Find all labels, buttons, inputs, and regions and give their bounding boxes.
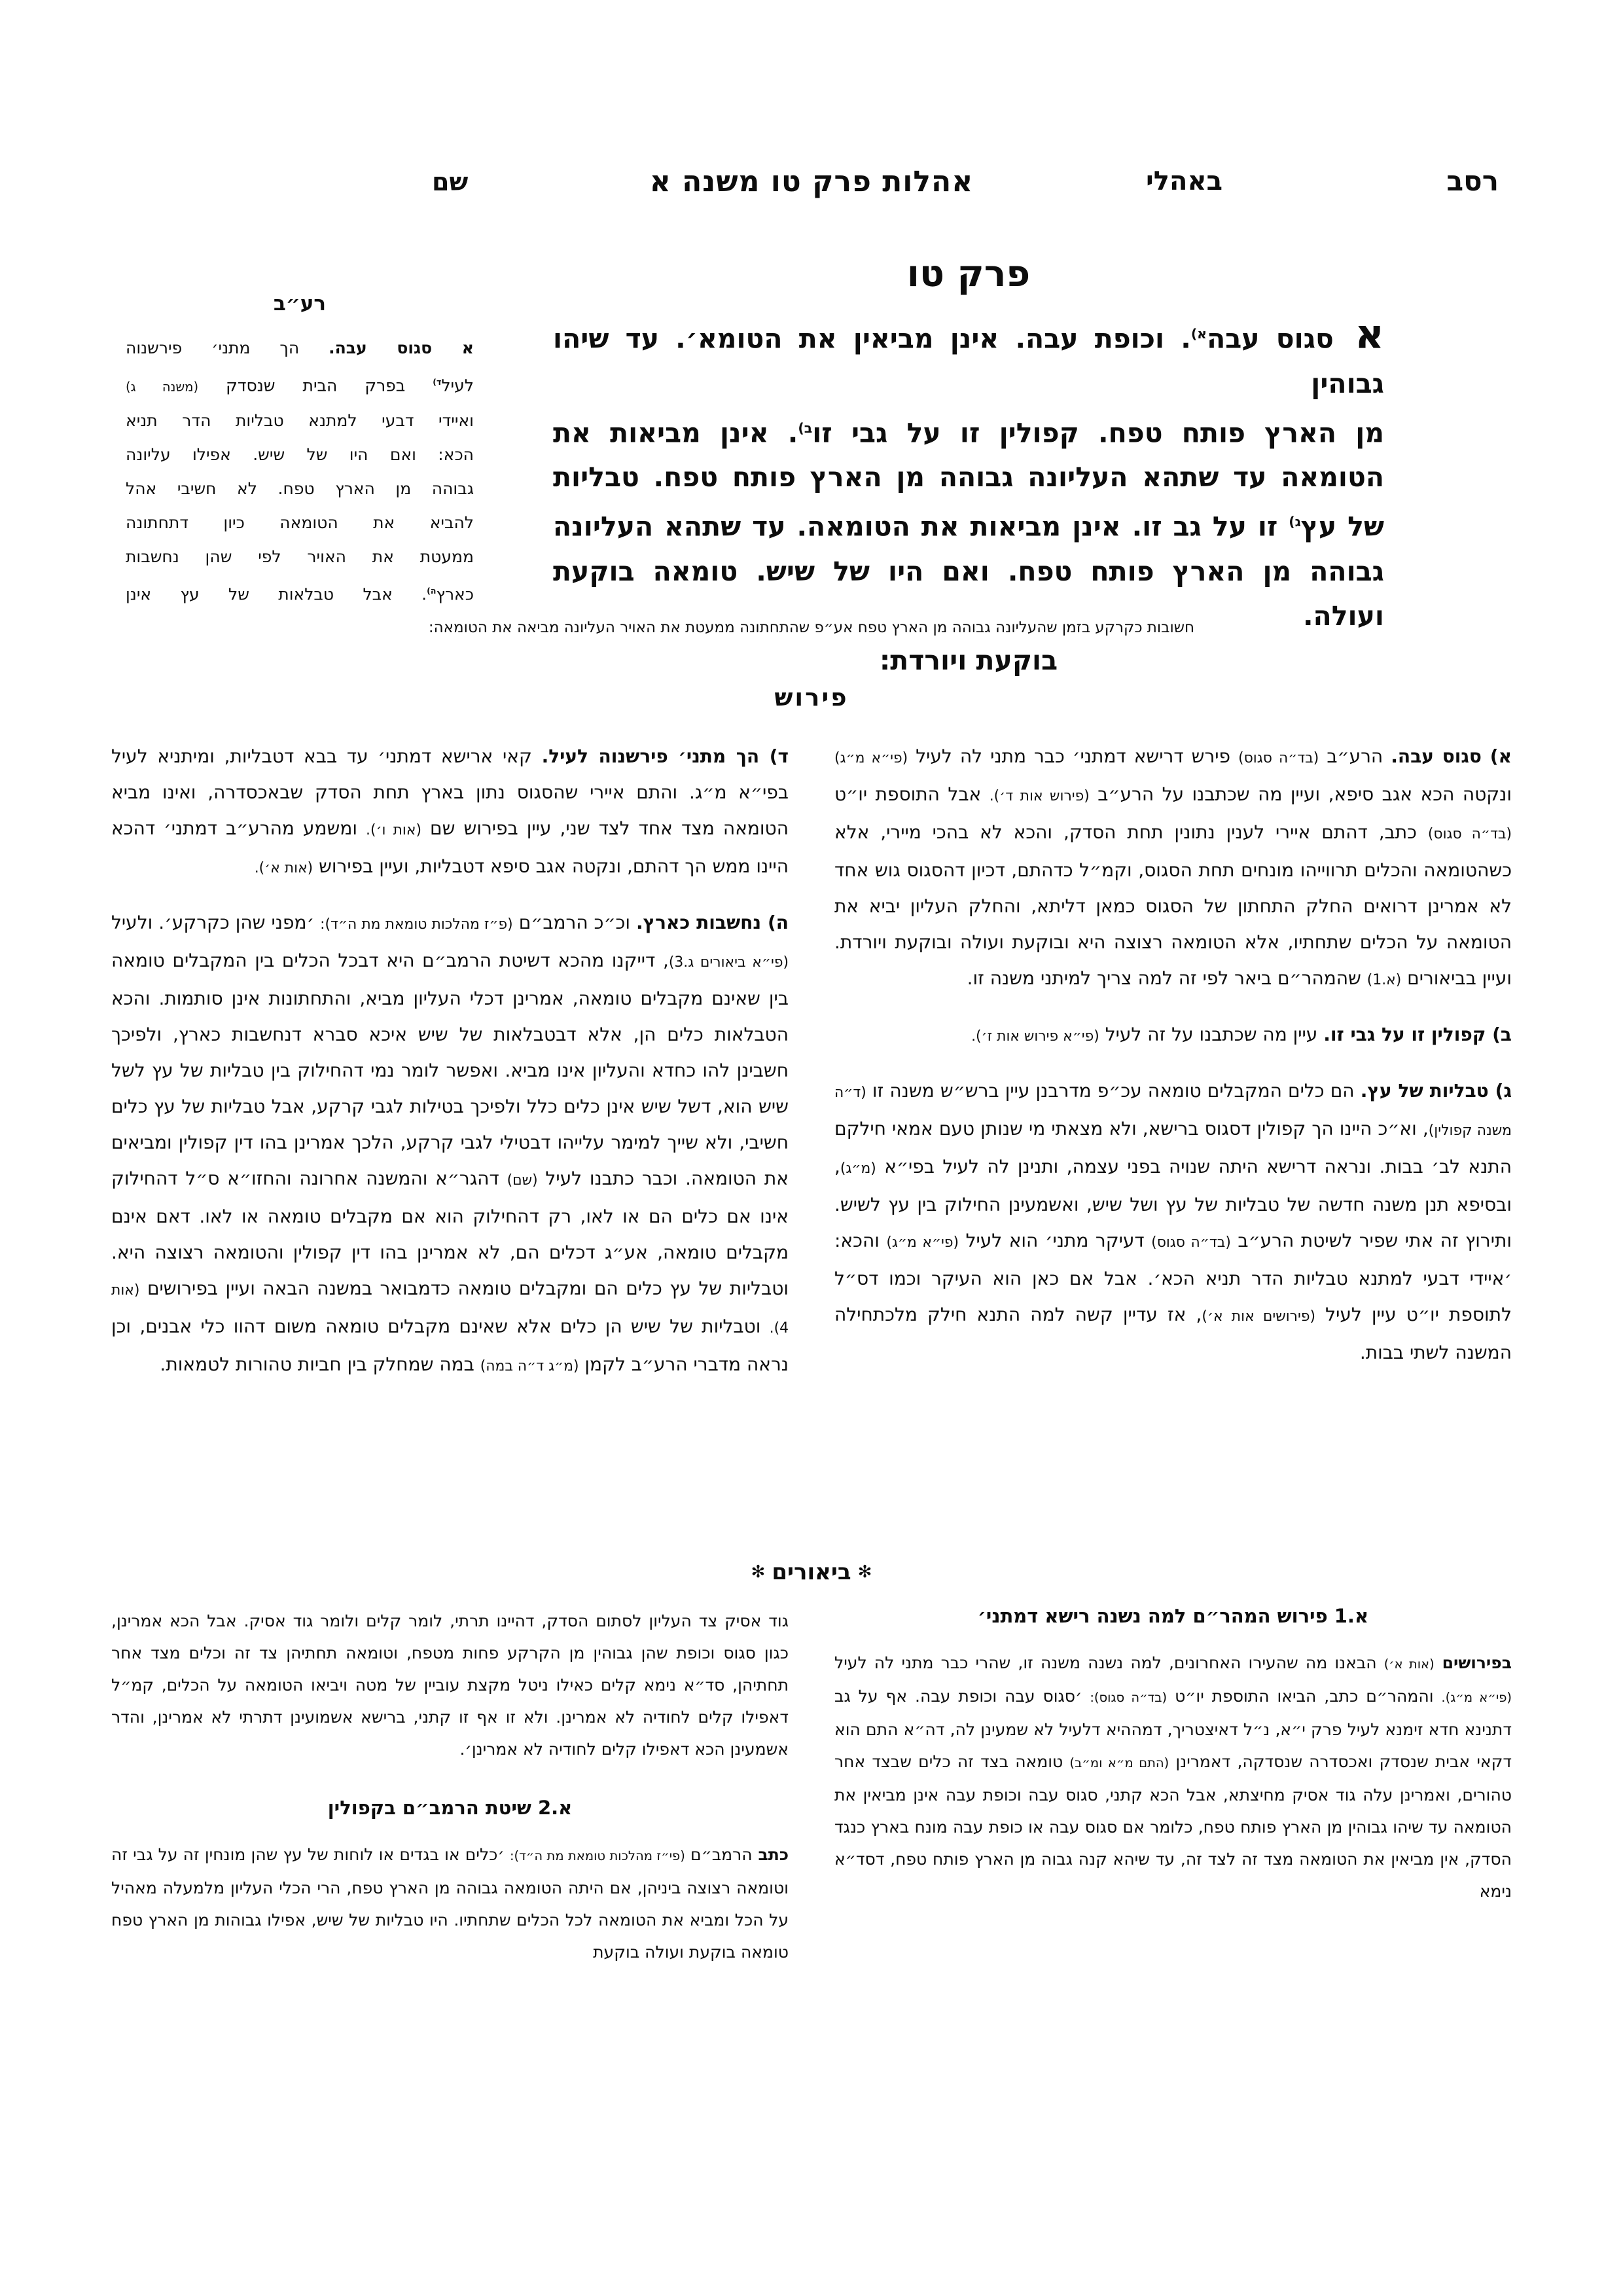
pirush-item-alef: א) סגוס עבה. הרע״ב (בד״ה סגוס) פירש דרישא דמתני׳ כבר מתני לה לעיל (פי״א מ״ג) ונקטה הכא אגב סיפא, ועיין מה שכתבנו על הרע״ב (פירוש אות ד׳). אבל התוספת יו״ט (בד״ה סגוס) כתב, דהתם איירי לענין נתונין תחת הסדק, והכא לא בהכי מיירי, אלא כשהטומאה והכלים תרווייהו מונחים תחת הסגוס, וקמ״ל כדהתם, דכיון דהסגוס גוש אחד לא אמרינן דרואים החלק התחתון של הסגוס כמאן דליתא, והחלק העליון יביא את הטומאה על הכלים שתחתיו, אלא הטומאה רצוצה היא ובוקעת ועולה ובוקעת ויורדת. ועיין בביאורים (א.1) שהמהר״ם ביאר לפי זה למה צריך למיתני משנה זו. [834, 745, 1512, 989]
biurim-subheading-a2: א.2 שיטת הרמב״ם בקפולין [327, 1797, 573, 1819]
biurim-a2-body: כתב הרמב״ם (פי״ז מהלכות טומאת מת ה״ד): ׳כלים או בגדים או לוחות של עץ שהן מונחין זה על גבי זה וטומאה רצוצה ביניהן, אם היתה הטומאה גבוהה מן הארץ טפח, הרי הכלי העליון מלמעלה מאהיל על הכל ומביא את הטומאה לכל הכלים שתחתיו. היו טבליות של שיש, אפילו גבוהות מן הארץ טפח טומאה בוקעת ועולה בוקעת [111, 1845, 789, 1962]
mishnah-line: גבוהה מן הארץ פותח טפח. ואם היו של שיש. טומאה בוקעת ועולה. [553, 555, 1384, 632]
biurim-a1-body-continuation: גוד אסיק צד העליון לסתום הסדק, דהיינו תרתי, לומר קלים ולומר גוד אסיק. אבל הכא אמרינן, כגון סגוס וכופת שהן גבוהין מן הקרקע פחות מטפח, וטומאה תחתיהן צד זה וכלים מצד אחר תחתיהן, סד״א נימא קלים כאילו ניטל מקצת עוביין של מטה ויביאו הטומאה על הכלים, קמ״ל דאפילו קלים לחודיה לא אמרינן. ולא זו אף זו קתני, ברישא אשמועינן דתרתי לא אמרינן, והדר אשמעינן הכא דאפילו קלים לחודיה לא אמרינן׳. [111, 1611, 789, 1759]
biurim-section-heading [0, 1559, 1623, 1585]
bartenura-line: הכא: ואם היו של שיש. אפילו עליונה [126, 445, 474, 465]
page-number: רסב [1446, 165, 1499, 197]
pirush-columns [111, 738, 1512, 1403]
bartenura-line: לעיל$^{ד)}$ בפרק הבית שנסדק (משנה ג) [126, 376, 474, 395]
pirush-item-dalet: ד) הך מתני׳ פירשנוה לעיל. קאי ארישא דמתני׳ עד בבא דטבליות, ומיתניא לעיל בפי״א מ״ג. והתם איירי שהסגוס נתון בארץ תחת הסדק שבאכסדרה, ואינו מביא הטומאה מצד אחד לצד שני, עיין בפירוש שם (אות ו׳). ומשמע מהרע״ב דמתני׳ דהכא היינו ממש הך דהתם, ונקטה אגב סיפא דטבליות, ועיין בפירוש (אות א׳). [111, 745, 789, 877]
mishnah-line: הטומאה עד שתהא העליונה גבוהה מן הארץ פותח טפח. טבליות [553, 461, 1384, 493]
mishnah-line: מן הארץ פותח טפח. קפולין זו על גבי זו$^{ב)}$. אינן מביאות את [553, 417, 1384, 449]
mishnah-line-last: בוקעת ויורדת: [879, 644, 1058, 676]
header-side-note: שם [432, 168, 469, 196]
bartenura-margin-commentary [126, 292, 474, 612]
pirush-right-column [834, 738, 1512, 1389]
running-title: אהלות פרק טו משנה א [649, 165, 974, 198]
pirush-left-column [111, 738, 789, 1403]
ornament-icon: ✻ [751, 1562, 766, 1582]
bartenura-line: כארץ$^{ה)}$. אבל טבלאות של עץ אינן [126, 584, 474, 604]
biurim-columns [111, 1605, 1512, 1968]
ornament-icon: ✻ [857, 1562, 872, 1582]
pirush-item-bet: ב) קפולין זו על גבי זו. עיין מה שכתבנו על זה לעיל (פי״א פירוש אות ז׳). [971, 1024, 1512, 1045]
biurim-a1-body: בפירושים (אות א׳) הבאנו מה שהעירו האחרונים, למה נשנה משנה זו, שהרי כבר מתני לה לעיל (פי״א מ״ג). והמהר״ם כתב, הביאו התוספת יו״ט (בד״ה סגוס): ׳סגוס עבה וכופת עבה. אף על גב דתנינא חדא זימנא לעיל פרק י״א, נ״ל דאיצטריך, דמההיא דלעיל לא שמעינן לה, דה״א התם הוא דקאי אבית שנסדק ואכסדרה שנסדקה, דאמרינן (התם מ״א ומ״ב) טומאה בצד זה כלים שבצד אחר טהורים, ואמרינן עלה גוד אסיק מחיצתא, אבל הכא קתני, סגוס עבה וכופת עבה אינן מביאין את הטומאה עד שיהו גבוהין מן הארץ פותח טפח, כלומר אם סגוס עבה או כופת עבה מונח בארץ כנגד הסדק, אין מביאין את הטומאה מצד זה לצד זה, עד שיהא קנה גבוה מן הארץ פותח טפח, דסד״א נימא [834, 1653, 1512, 1901]
page-header [0, 165, 1623, 211]
biurim-right-column [834, 1605, 1512, 1907]
mishnah-line: א סגוס עבה$^{א)}$. וכופת עבה. אינן מביאין את הטומא׳. עד שיהו גבוהין [553, 310, 1385, 399]
chapter-title: פרק טו [906, 253, 1031, 295]
bartenura-line: ממעטת את האויר לפי שהן נחשבות [126, 547, 474, 567]
bartenura-continuation-line: חשובות כקרקע בזמן שהעליונה גבוהה מן הארץ טפח אע״פ שהתחתונה ממעטת את האויר העליונה מביאה את הטומאה: [428, 619, 1195, 636]
bartenura-line: גבוהה מן הארץ טפח. לא חשיבי אהל [126, 479, 474, 499]
pirush-item-gimel: ג) טבליות של עץ. הם כלים המקבלים טומאה עכ״פ מדרבנן עיין ברש״ש משנה זו (ד״ה משנה קפולין), וא״כ היינו הך קפולין דסגוס ברישא, ולא מצאתי מי שנותן טעם אמאי חילקם התנא לב׳ בבות. ונראה דרישא היתה שנויה בפני עצמה, ותנינן לה לעיל בפי״א (מ״ג), ובסיפא תנן משנה חדשה של טבליות של עץ ושל שיש, ואשמעינן החילוק בין עץ לשיש. ותירוץ זה אתי שפיר לשיטת הרע״ב (בד״ה סגוס) דעיקר מתני׳ הוא לעיל (פי״א מ״ג) והכא: ׳איידי דבעי למתנא טבליות הדר תניא הכא׳. אבל אם כאן הוא העיקר וכמו דס״ל לתוספת יו״ט עיין לעיל (פירושים אות א׳), אז עדיין קשה למה התנא חילק מלכתחילה המשנה לשתי בבות. [834, 1080, 1512, 1363]
mishnah-line: של עץ$^{ג)}$ זו על גב זו. אינן מביאות את הטומאה. עד שתהא העליונה [553, 511, 1384, 543]
pirush-section-heading: פירוש [774, 683, 849, 711]
bartenura-line: להביא את הטומאה כיון דתחתונה [126, 513, 474, 533]
pirush-item-he: ה) נחשבות כארץ. וכ״כ הרמב״ם (פ״ז מהלכות טומאת מת ה״ד): ׳מפני שהן כקרקע׳. ולעיל (פי״א ביאורים ג.3), דייקנו מהכא דשיטת הרמב״ם היא דבכל הכלים בין המקבלים טומאה בין שאינם מקבלים טומאה, אמרינן דכלי העליון מביא, והתחתונות אינן סותמות. והכא הטבלאות כלים הן, אלא דבטבלאות של שיש איכא סברא דנחשבות כארץ, ולפיכך חשבינן להו כחדא והעליון אינו מביא. ואפשר לומר נמי דהחילוק בין טבליות של עץ לשל שיש הוא, דשל שיש אינן כלים כלל ולפיכך בטילות לגבי קרקע, אבל טבליות של עץ כלים חשיבי, ולא שייך למימר עלייהו דבטילי לגבי קרקע, הלכך אמרינן בהו דין קפולין ומביאים את הטומאה. וכבר כתבנו לעיל (שם) דהגר״א והמשנה אחרונה והחזו״א ס״ל דהחילוק אינו אם כלים הם או לאו, רק דהחילוק הוא אם מקבלים טומאה או לאו. דאם אינם מקבלים טומאה, אע״ג דכלים הם, לא אמרינן בהו דין קפולין והטומאה רצוצה היא. וטבליות של עץ כלים הם ומקבלים טומאה כדמבואר במשנה הבאה ועיין בפירושים (אות 4). וטבליות של שיש הן כלים אלא שאינם מקבלים טומאה משום דהוו כלי אבנים, וכן נראה מדברי הרע״ב לקמן (מ״ג ד״ה במה) במה שמחלק בין חביות טהורות לטמאות. [111, 912, 789, 1375]
bartenura-line: א סגוס עבה. הך מתני׳ פירשנוה [126, 338, 474, 357]
biurim-left-column [111, 1605, 789, 1968]
biurim-heading-text: ביאורים [772, 1559, 851, 1585]
bartenura-line: ואיידי דבעי למתנא טבליות הדר תניא [126, 411, 474, 431]
bartenura-heading: רע״ב [273, 292, 327, 315]
book-title: באהלי [1146, 166, 1222, 196]
biurim-subheading-a1: א.1 פירוש המהר״ם למה נשנה רישא דמתני׳ [977, 1605, 1369, 1627]
